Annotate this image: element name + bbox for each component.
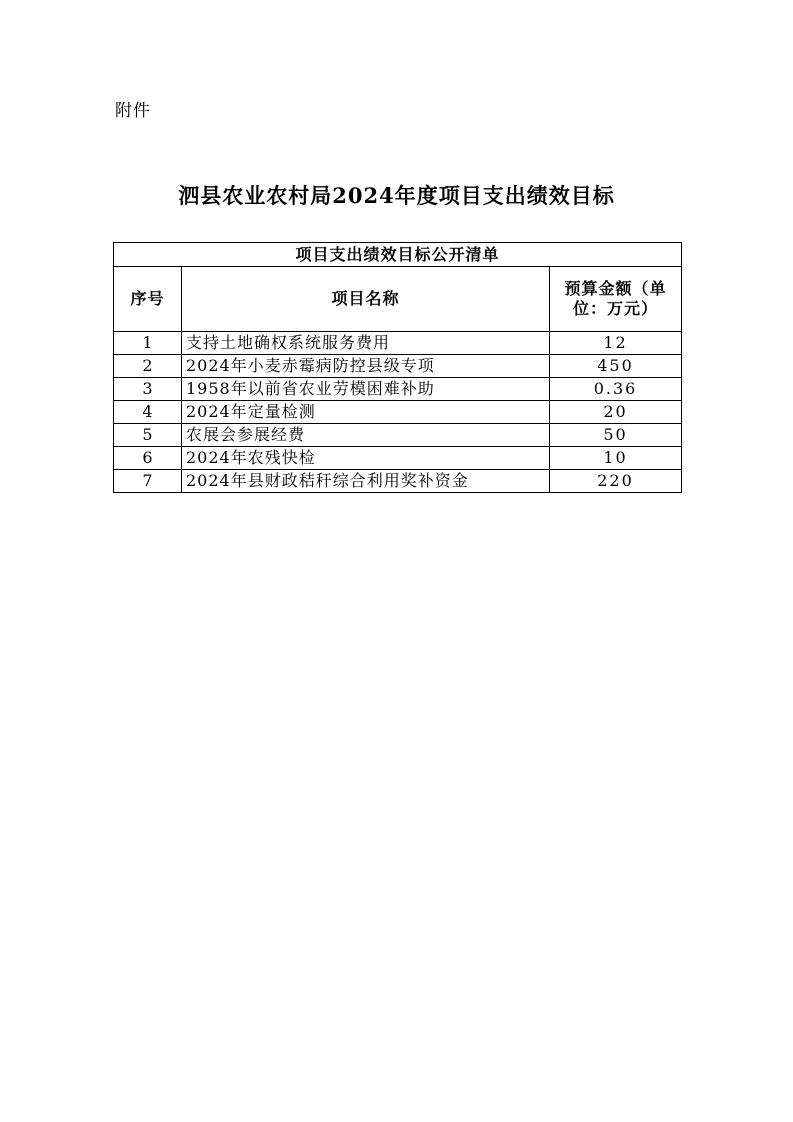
header-project-name: 项目名称	[182, 267, 550, 332]
table-row	[114, 378, 682, 401]
row-index: 3	[114, 378, 182, 401]
row-amount: 450	[550, 355, 682, 378]
row-amount: 0.36	[550, 378, 682, 401]
row-index: 1	[114, 332, 182, 355]
row-amount: 10	[550, 447, 682, 470]
table-row	[114, 470, 682, 493]
attachment-label: 附件	[115, 101, 151, 121]
row-project-name: 1958年以前省农业劳模困难补助	[182, 378, 550, 401]
performance-target-table	[113, 242, 682, 493]
table-row	[114, 332, 682, 355]
row-project-name: 2024年县财政秸秆综合利用奖补资金	[182, 470, 550, 493]
table-row	[114, 355, 682, 378]
row-amount: 20	[550, 401, 682, 424]
row-index: 5	[114, 424, 182, 447]
table-row	[114, 447, 682, 470]
row-amount: 50	[550, 424, 682, 447]
table-row	[114, 401, 682, 424]
header-index: 序号	[114, 267, 182, 332]
row-amount: 12	[550, 332, 682, 355]
table-row	[114, 424, 682, 447]
row-project-name: 2024年小麦赤霉病防控县级专项	[182, 355, 550, 378]
row-index: 4	[114, 401, 182, 424]
header-budget: 预算金额（单位：万元）	[550, 267, 682, 332]
row-index: 6	[114, 447, 182, 470]
row-project-name: 2024年定量检测	[182, 401, 550, 424]
row-index: 7	[114, 470, 182, 493]
table-caption: 项目支出绩效目标公开清单	[114, 243, 682, 267]
row-index: 2	[114, 355, 182, 378]
row-project-name: 2024年农残快检	[182, 447, 550, 470]
document-title: 泗县农业农村局2024年度项目支出绩效目标	[178, 183, 615, 208]
row-project-name: 支持土地确权系统服务费用	[182, 332, 550, 355]
row-project-name: 农展会参展经费	[182, 424, 550, 447]
row-amount: 220	[550, 470, 682, 493]
